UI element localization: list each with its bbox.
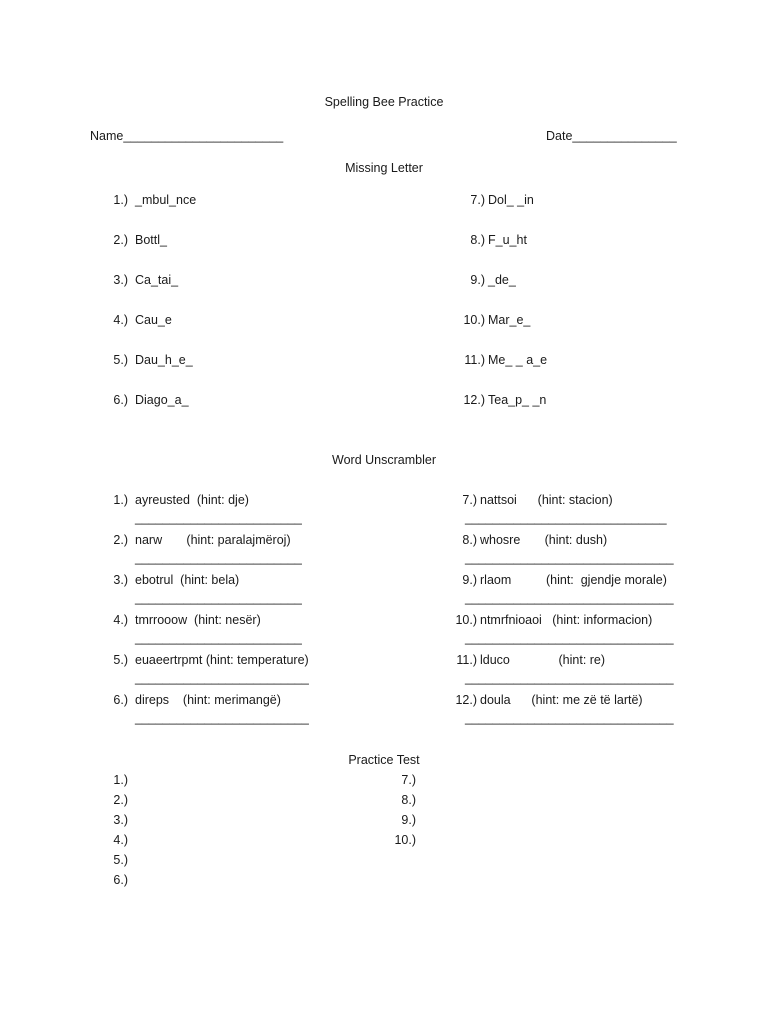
missing-letter-number: 9.) (470, 273, 485, 287)
unscramble-word: lduco (hint: re) (480, 653, 606, 667)
unscramble-number: 3.) (113, 573, 128, 587)
practice-test-number: 10.) (394, 833, 416, 847)
missing-letter-word: Tea_p_ _n (488, 393, 547, 407)
unscramble-number: 10.) (455, 613, 477, 627)
practice-test-number: 5.) (113, 853, 128, 867)
missing-letter-word: Dau_h_e_ (135, 353, 193, 367)
missing-letter-number: 8.) (470, 233, 485, 247)
unscramble-number: 6.) (113, 693, 128, 707)
unscramble-number: 5.) (113, 653, 128, 667)
unscramble-number: 1.) (113, 493, 128, 507)
practice-test-number: 7.) (401, 773, 416, 787)
answer-line: ______________________________ (465, 551, 674, 565)
missing-letter-word: Diago_a_ (135, 393, 189, 407)
unscramble-word: ebotrul (hint: bela) (135, 573, 240, 587)
answer-line: ________________________ (135, 511, 302, 525)
answer-line: ________________________ (135, 551, 302, 565)
missing-letter-number: 7.) (470, 193, 485, 207)
missing-letter-number: 5.) (113, 353, 128, 367)
unscramble-word: whosre (hint: dush) (480, 533, 608, 547)
practice-test-number: 3.) (113, 813, 128, 827)
missing-letter-word: _mbul_nce (135, 193, 197, 207)
unscramble-number: 4.) (113, 613, 128, 627)
unscramble-number: 9.) (462, 573, 477, 587)
missing-letter-heading: Missing Letter (345, 161, 423, 175)
missing-letter-number: 11.) (464, 353, 485, 367)
answer-line: ______________________________ (465, 711, 674, 725)
unscramble-word: ntmrfnioaoi (hint: informacion) (480, 613, 653, 627)
answer-line: ________________________ (135, 631, 302, 645)
answer-line: _________________________ (135, 711, 309, 725)
unscramble-word: nattsoi (hint: stacion) (480, 493, 613, 507)
unscramble-word: narw (hint: paralajmëroj) (135, 533, 291, 547)
missing-letter-number: 6.) (113, 393, 128, 407)
unscramble-word: rlaom (hint: gjendje morale) (480, 573, 667, 587)
missing-letter-word: _de_ (488, 273, 516, 287)
missing-letter-word: F_u_ht (488, 233, 527, 247)
answer-line: _____________________________ (465, 511, 667, 525)
practice-test-number: 2.) (113, 793, 128, 807)
unscramble-number: 12.) (455, 693, 477, 707)
missing-letter-number: 4.) (113, 313, 128, 327)
page-title: Spelling Bee Practice (324, 95, 444, 109)
missing-letter-word: Cau_e (135, 313, 172, 327)
practice-test-number: 9.) (401, 813, 416, 827)
practice-test-number: 1.) (113, 773, 128, 787)
unscramble-word: doula (hint: me zë të lartë) (480, 693, 643, 707)
unscramble-word: tmrrooow (hint: nesër) (135, 613, 261, 627)
missing-letter-word: Bottl_ (135, 233, 167, 247)
answer-line: ______________________________ (465, 631, 674, 645)
practice-test-number: 4.) (113, 833, 128, 847)
unscramble-number: 8.) (462, 533, 477, 547)
unscramble-word: euaeertrpmt (hint: temperature) (135, 653, 309, 667)
missing-letter-number: 1.) (113, 193, 128, 207)
practice-test-number: 6.) (113, 873, 128, 887)
missing-letter-word: Ca_tai_ (135, 273, 179, 287)
answer-line: ______________________________ (465, 671, 674, 685)
answer-line: ______________________________ (465, 591, 674, 605)
answer-line: ________________________ (135, 591, 302, 605)
name-field-label: Name_______________________ (90, 129, 284, 143)
word-unscrambler-heading: Word Unscrambler (332, 453, 436, 467)
missing-letter-number: 12.) (463, 393, 485, 407)
date-field-label: Date_______________ (546, 129, 677, 143)
unscramble-word: direps (hint: merimangë) (135, 693, 281, 707)
missing-letter-word: Mar_e_ (488, 313, 531, 327)
missing-letter-word: Me_ _ a_e (488, 353, 548, 367)
missing-letter-number: 10.) (463, 313, 485, 327)
answer-line: _________________________ (135, 671, 309, 685)
unscramble-number: 7.) (462, 493, 477, 507)
practice-test-heading: Practice Test (348, 753, 420, 767)
missing-letter-number: 2.) (113, 233, 128, 247)
unscramble-number: 11.) (456, 653, 477, 667)
missing-letter-number: 3.) (113, 273, 128, 287)
missing-letter-word: Dol_ _in (488, 193, 534, 207)
unscramble-word: ayreusted (hint: dje) (135, 493, 249, 507)
unscramble-number: 2.) (113, 533, 128, 547)
practice-test-number: 8.) (401, 793, 416, 807)
